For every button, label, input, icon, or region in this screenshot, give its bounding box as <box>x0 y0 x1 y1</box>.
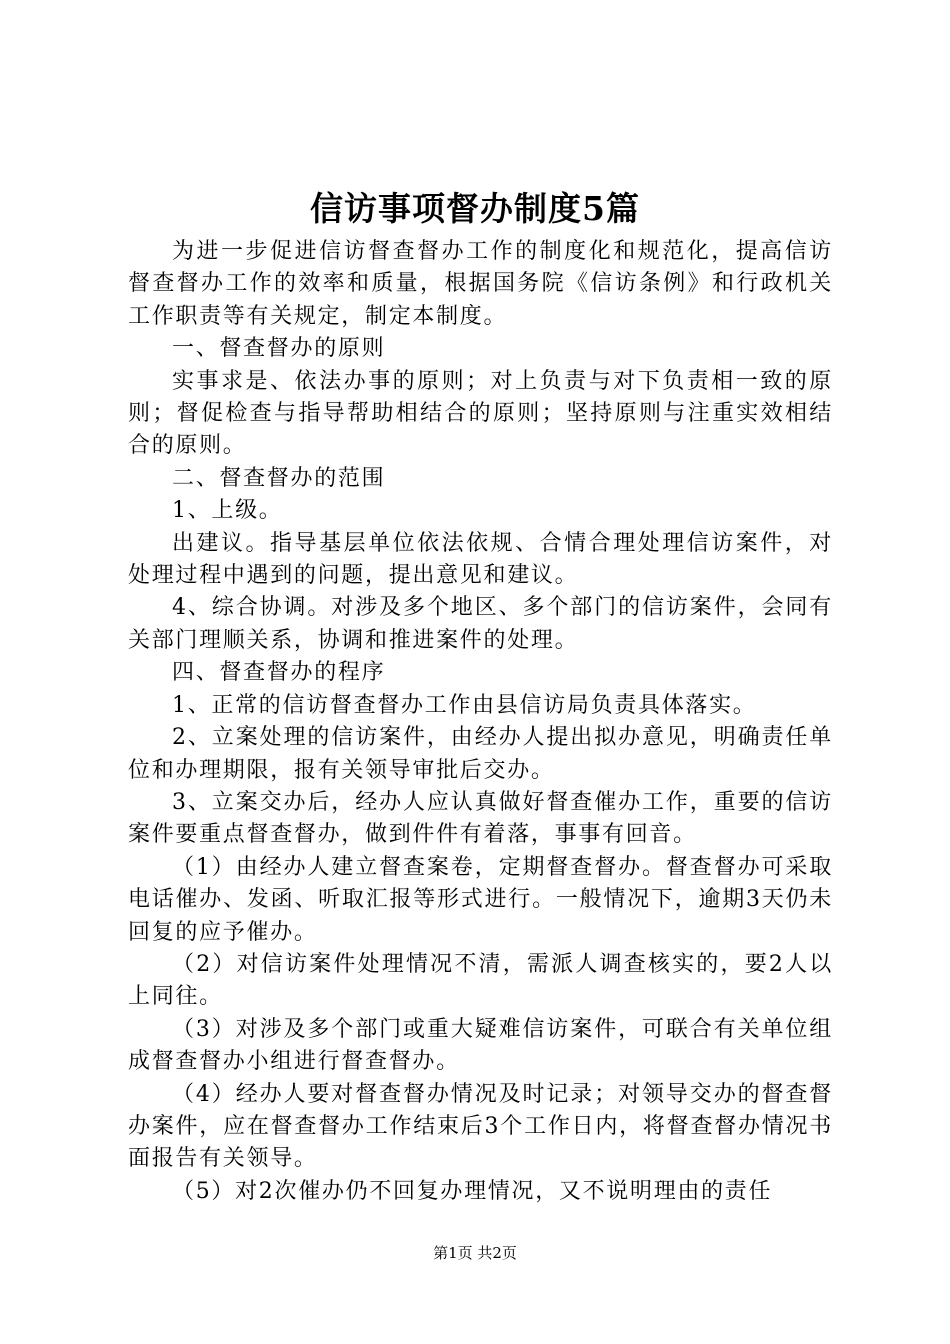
paragraph-scope-4: 4、综合协调。对涉及多个地区、多个部门的信访案件，会同有关部门理顺关系，协调和推进案件的处理。 <box>128 595 833 653</box>
paragraph-scope-1: 1、上级。 <box>172 498 283 524</box>
paragraph-procedure-1: 1、正常的信访督查督办工作由县信访局负责具体落实。 <box>172 692 757 718</box>
paragraph-procedure-2: 2、立案处理的信访案件，由经办人提出拟办意见，明确责任单位和办理期限，报有关领导审批后交办。 <box>128 725 833 783</box>
paragraph-item-4: （4）经办人要对督查督办情况及时记录；对领导交办的督查督办案件，应在督查督办工作结束后3个工作日内，将督查督办情况书面报告有关领导。 <box>128 1081 833 1172</box>
paragraph-procedure-3: 3、立案交办后，经办人应认真做好督查催办工作，重要的信访案件要重点督查督办，做到件件有着落，事事有回音。 <box>128 789 833 848</box>
paragraph-principles: 实事求是、依法办事的原则；对上负责与对下负责相一致的原则；督促检查与指导帮助相结合的原则；坚持原则与注重实效相结合的原则。 <box>128 368 833 459</box>
page-footer: 第1页 共2页 <box>433 1244 517 1262</box>
paragraph-item-2: （2）对信访案件处理情况不清，需派人调查核实的，要2人以上同往。 <box>128 951 833 1010</box>
paragraph-item-1: （1）由经办人建立督查案卷，定期督查督办。督查督办可采取电话催办、发函、听取汇报等形式进行。一般情况下，逾期3天仍未回复的应予催办。 <box>128 854 833 945</box>
paragraph-item-5: （5）对2次催办仍不回复办理情况，又不说明理由的责任 <box>172 1178 773 1204</box>
section-heading-principles: 一、督查督办的原则 <box>172 336 386 362</box>
paragraph-item-3: （3）对涉及多个部门或重大疑难信访案件，可联合有关单位组成督查督办小组进行督查督办。 <box>128 1016 833 1075</box>
paragraph-intro: 为进一步促进信访督查督办工作的制度化和规范化，提高信访督查督办工作的效率和质量，根据国务院《信访条例》和行政机关工作职责等有关规定，制定本制度。 <box>128 239 833 329</box>
section-heading-procedure: 四、督查督办的程序 <box>172 660 386 686</box>
document-body <box>128 236 833 1208</box>
paragraph-scope-suggestion: 出建议。指导基层单位依法依规、合情合理处理信访案件，对处理过程中遇到的问题，提出意见和建议。 <box>128 530 833 589</box>
document-title: 信访事项督办制度5篇 <box>310 189 640 228</box>
section-heading-scope: 二、督查督办的范围 <box>172 465 386 491</box>
